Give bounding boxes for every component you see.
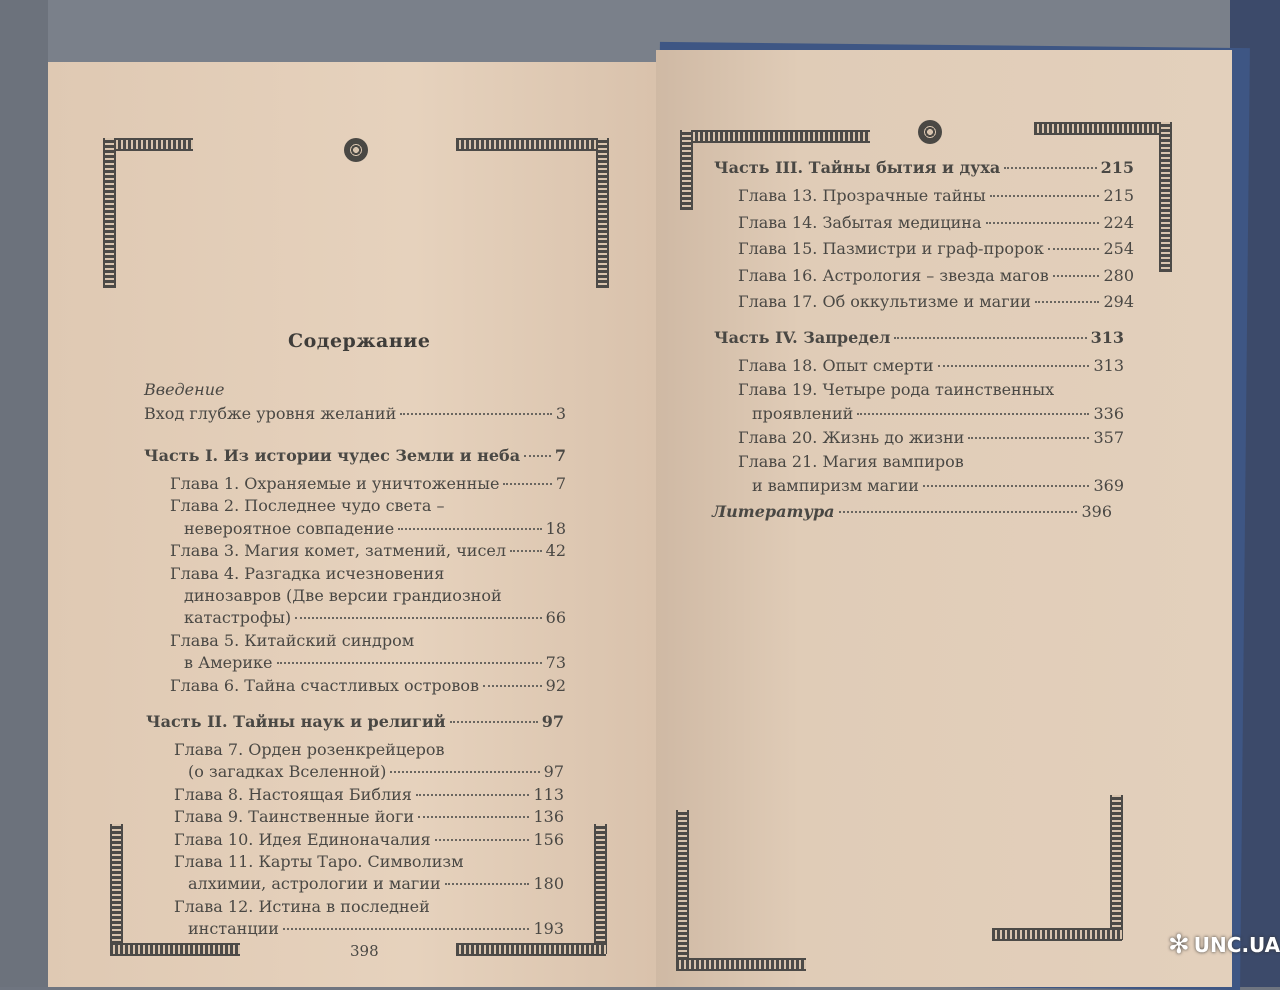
toc-chapter-line: Глава 2. Последнее чудо света – (170, 496, 445, 516)
background-left (0, 0, 48, 987)
toc-entry-chapter: Глава 1. Охраняемые и уничтоженные 7 (170, 474, 566, 493)
toc-entry-chapter: алхимии, астрологии и магии 180 (188, 874, 564, 894)
toc-entry-chapter: Глава 3. Магия комет, затмений, чисел 42 (170, 541, 566, 561)
watermark (1168, 930, 1280, 960)
toc-entry-intro: Вход глубже уровня желаний 3 (144, 404, 566, 423)
toc-entry-literature: Литература 396 (712, 502, 1112, 521)
left-page (48, 62, 656, 987)
toc-entry-chapter: Глава 18. Опыт смерти 313 (738, 356, 1124, 375)
intro-label: Введение (144, 380, 225, 399)
toc-chapter-line: Глава 12. Истина в последней (174, 896, 430, 916)
toc-entry-part-4: Часть IV. Запредел 313 (714, 328, 1124, 347)
toc-chapter-line: Глава 7. Орден розенкрейцеров (174, 740, 445, 759)
star-icon: ✻ (1168, 930, 1190, 960)
toc-entry-chapter: невероятное совпадение 18 (184, 518, 566, 538)
toc-entry-chapter: (о загадках Вселенной) 97 (188, 762, 564, 782)
toc-entry-chapter: Глава 10. Идея Единоначалия 156 (174, 829, 564, 849)
toc-entry-chapter: инстанции 193 (188, 919, 564, 939)
toc-chapter-line: Глава 11. Карты Таро. Символизм (174, 852, 464, 871)
toc-entry-chapter: проявлений 336 (752, 404, 1124, 423)
toc-entry-chapter: Глава 13. Прозрачные тайны 215 (738, 186, 1134, 205)
ornament-icon (918, 120, 942, 144)
toc-entry-chapter: в Америке 73 (184, 653, 566, 673)
toc-entry-part-1: Часть I. Из истории чудес Земли и неба 7 (144, 446, 566, 465)
toc-entry-chapter: Глава 20. Жизнь до жизни 357 (738, 428, 1124, 447)
toc-chapter-line: Глава 19. Четыре рода таинственных (738, 380, 1055, 399)
toc-entry-chapter: Глава 16. Астрология – звезда магов 280 (738, 265, 1134, 285)
toc-chapter-line: динозавров (Две версии грандиозной (184, 586, 502, 605)
toc-entry-part-2: Часть II. Тайны наук и религий 97 (146, 712, 564, 731)
toc-entry-chapter: Глава 8. Настоящая Библия 113 (174, 784, 564, 804)
toc-entry-chapter: и вампиризм магии 369 (752, 476, 1124, 495)
toc-chapter-line: Глава 5. Китайский синдром (170, 630, 415, 650)
toc-chapter-line: Глава 4. Разгадка исчезновения (170, 563, 445, 583)
right-page (656, 50, 1232, 987)
toc-entry-chapter: Глава 6. Тайна счастливых островов 92 (170, 675, 566, 695)
ornament-icon (344, 138, 368, 162)
toc-entry-chapter: Глава 17. Об оккультизме и магии 294 (738, 292, 1134, 311)
toc-entry-part-3: Часть III. Тайны бытия и духа 215 (714, 158, 1134, 177)
toc-title: Содержание (288, 330, 431, 352)
toc-entry-chapter: Глава 9. Таинственные йоги 136 (174, 807, 564, 827)
toc-entry-chapter: Глава 15. Пазмистри и граф-пророк 254 (738, 239, 1134, 258)
watermark-text: UNC.UA (1193, 933, 1280, 957)
page-number: 398 (350, 942, 379, 960)
toc-entry-chapter: катастрофы) 66 (184, 608, 566, 628)
toc-entry-chapter: Глава 14. Забытая медицина 224 (738, 212, 1134, 232)
toc-chapter-line: Глава 21. Магия вампиров (738, 452, 964, 471)
